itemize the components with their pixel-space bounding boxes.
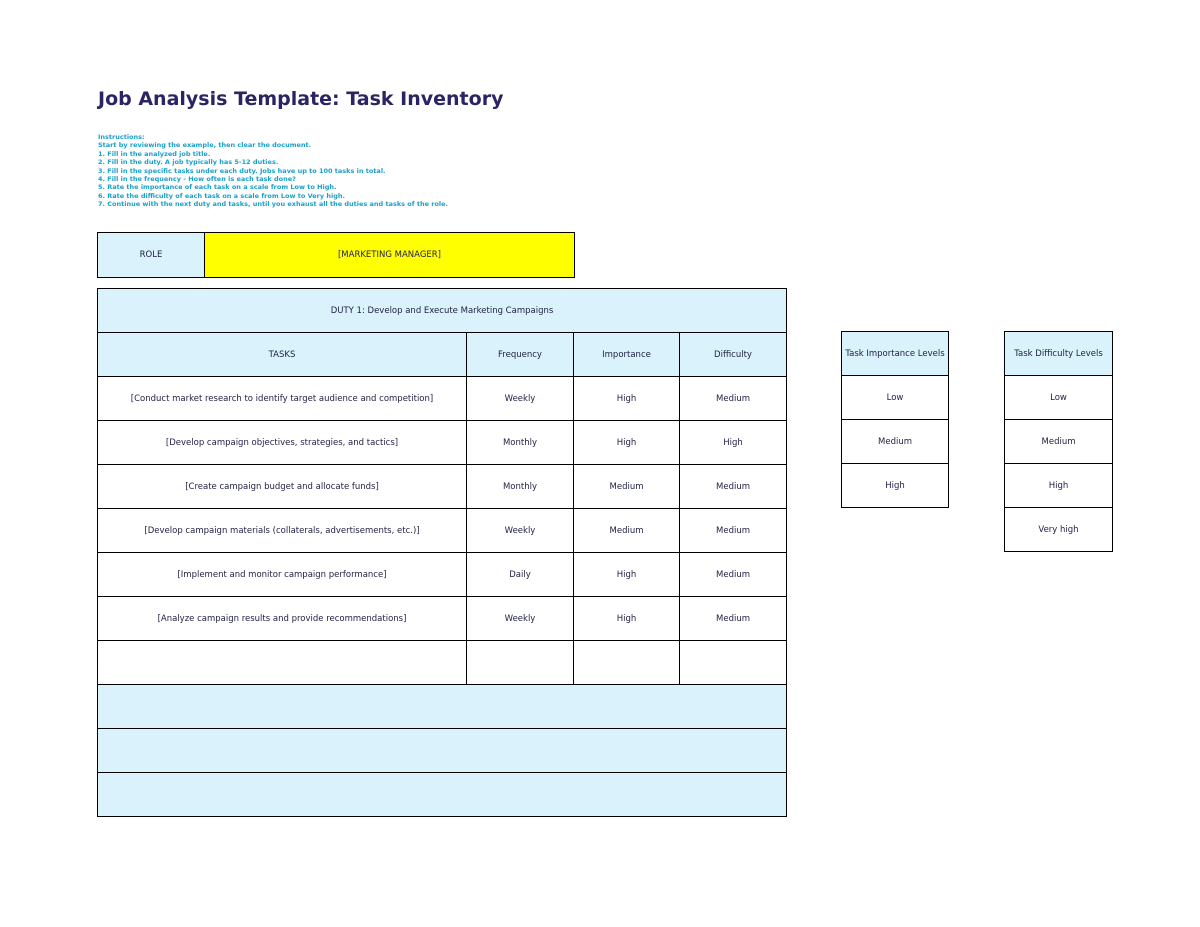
importance-cell[interactable]: High <box>574 421 680 465</box>
difficulty-level-item: Medium <box>1005 420 1113 464</box>
table-row <box>98 465 787 509</box>
table-row <box>98 509 787 553</box>
importance-level-item: High <box>842 464 949 508</box>
frequency-cell[interactable] <box>467 641 574 685</box>
difficulty-level-item: Low <box>1005 376 1113 420</box>
importance-level-item: Medium <box>842 420 949 464</box>
role-table <box>97 232 575 278</box>
table-row <box>98 377 787 421</box>
importance-levels-table <box>841 331 949 508</box>
duty-table <box>97 288 787 817</box>
difficulty-cell[interactable]: Medium <box>680 597 787 641</box>
table-row <box>98 597 787 641</box>
difficulty-cell[interactable]: Medium <box>680 377 787 421</box>
instructions-line: 1. Fill in the analyzed job title. <box>98 149 211 158</box>
instructions-line: 4. Fill in the frequency - How often is each task done? <box>98 175 296 184</box>
difficulty-level-item: Very high <box>1005 508 1113 552</box>
importance-cell[interactable]: Medium <box>574 465 680 509</box>
task-cell[interactable]: [Implement and monitor campaign performance] <box>98 553 467 597</box>
importance-level-item: Low <box>842 376 949 420</box>
instructions-line: 6. Rate the difficulty of each task on a scale from Low to Very high. <box>98 191 345 200</box>
difficulty-levels-header: Task Difficulty Levels <box>1005 332 1113 376</box>
page-title: Job Analysis Template: Task Inventory <box>98 88 504 110</box>
empty-duty-row[interactable] <box>98 773 787 817</box>
frequency-cell[interactable]: Monthly <box>467 465 574 509</box>
task-cell[interactable] <box>98 641 467 685</box>
role-label: ROLE <box>98 233 205 278</box>
difficulty-levels-table <box>1004 331 1113 552</box>
importance-cell[interactable]: High <box>574 597 680 641</box>
difficulty-cell[interactable]: Medium <box>680 509 787 553</box>
instructions-line: 7. Continue with the next duty and tasks, until you exhaust all the duties and tasks of the role. <box>98 200 449 209</box>
difficulty-cell[interactable]: High <box>680 421 787 465</box>
importance-levels-header: Task Importance Levels <box>842 332 949 376</box>
header-frequency: Frequency <box>467 333 574 377</box>
frequency-cell[interactable]: Daily <box>467 553 574 597</box>
duty-title[interactable]: DUTY 1: Develop and Execute Marketing Campaigns <box>98 289 787 333</box>
header-difficulty: Difficulty <box>680 333 787 377</box>
header-importance: Importance <box>574 333 680 377</box>
importance-cell[interactable] <box>574 641 680 685</box>
task-cell[interactable]: [Create campaign budget and allocate funds] <box>98 465 467 509</box>
role-value-cell[interactable]: [MARKETING MANAGER] <box>205 233 575 278</box>
instructions-line: 3. Fill in the specific tasks under each duty. Jobs have up to 100 tasks in total. <box>98 166 386 175</box>
task-cell[interactable]: [Develop campaign materials (collaterals, advertisements, etc.)] <box>98 509 467 553</box>
instructions-line: 2. Fill in the duty. A job typically has 5-12 duties. <box>98 158 279 167</box>
empty-duty-row[interactable] <box>98 729 787 773</box>
task-cell[interactable]: [Conduct market research to identify target audience and competition] <box>98 377 467 421</box>
instructions-line: Start by reviewing the example, then clear the document. <box>98 141 312 150</box>
difficulty-cell[interactable] <box>680 641 787 685</box>
difficulty-cell[interactable]: Medium <box>680 553 787 597</box>
table-row <box>98 641 787 685</box>
frequency-cell[interactable]: Monthly <box>467 421 574 465</box>
importance-cell[interactable]: High <box>574 553 680 597</box>
header-tasks: TASKS <box>98 333 467 377</box>
instructions <box>98 133 698 209</box>
difficulty-level-item: High <box>1005 464 1113 508</box>
frequency-cell[interactable]: Weekly <box>467 509 574 553</box>
importance-cell[interactable]: Medium <box>574 509 680 553</box>
table-row <box>98 421 787 465</box>
difficulty-cell[interactable]: Medium <box>680 465 787 509</box>
task-cell[interactable]: [Analyze campaign results and provide recommendations] <box>98 597 467 641</box>
instructions-line: 5. Rate the importance of each task on a scale from Low to High. <box>98 183 337 192</box>
frequency-cell[interactable]: Weekly <box>467 597 574 641</box>
table-row <box>98 553 787 597</box>
importance-cell[interactable]: High <box>574 377 680 421</box>
empty-duty-row[interactable] <box>98 685 787 729</box>
task-cell[interactable]: [Develop campaign objectives, strategies, and tactics] <box>98 421 467 465</box>
instructions-line: Instructions: <box>98 133 145 141</box>
frequency-cell[interactable]: Weekly <box>467 377 574 421</box>
